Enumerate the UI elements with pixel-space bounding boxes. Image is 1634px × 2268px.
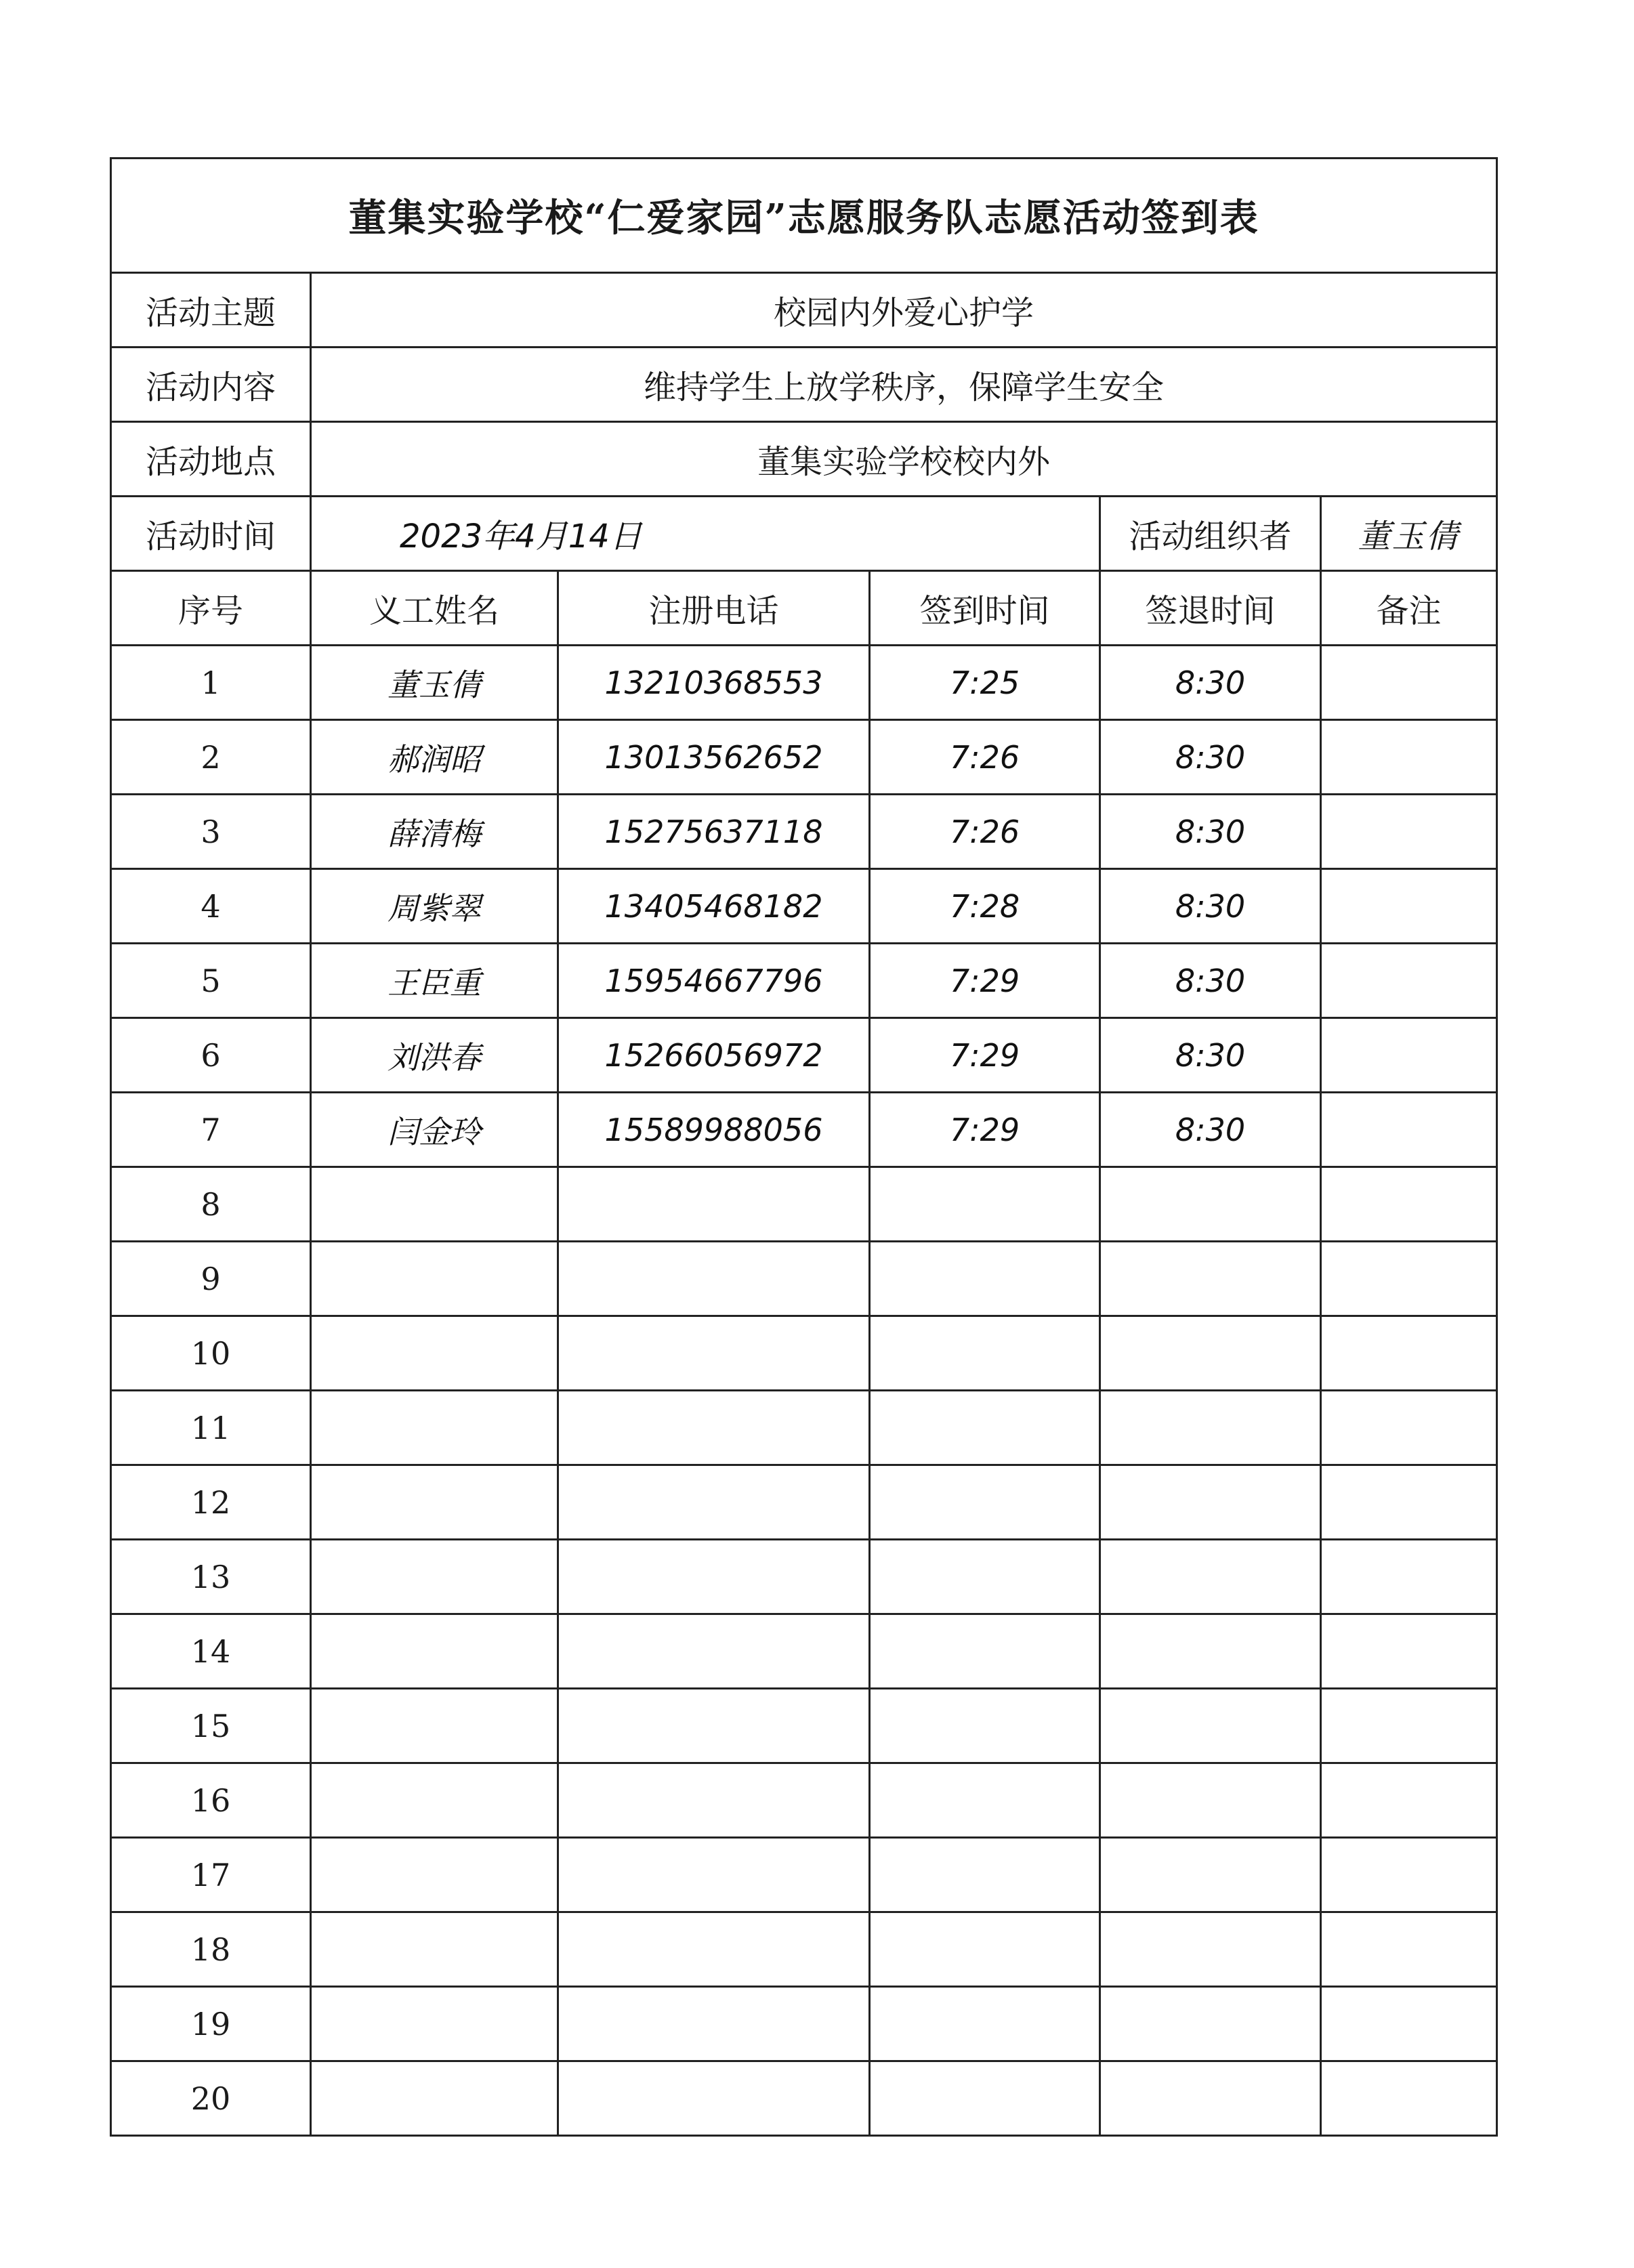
- checkin-time: [870, 1316, 1100, 1391]
- phone-number: 13405468182: [558, 869, 870, 944]
- table-row: [111, 1614, 1497, 1689]
- phone-number: 15275637118: [558, 795, 870, 869]
- phone-number: 15954667796: [558, 944, 870, 1018]
- volunteer-name: [311, 1465, 558, 1540]
- table-row: [111, 720, 1497, 795]
- note-cell: [1321, 944, 1497, 1018]
- checkout-time: [1100, 1987, 1321, 2061]
- organizer-label: 活动组织者: [1100, 497, 1321, 571]
- row-number: 13: [111, 1540, 311, 1614]
- note-cell: [1321, 1093, 1497, 1167]
- table-row: [111, 1316, 1497, 1391]
- phone-number: [558, 2061, 870, 2136]
- volunteer-name: [311, 1167, 558, 1242]
- row-number: 5: [111, 944, 311, 1018]
- row-number: 12: [111, 1465, 311, 1540]
- volunteer-name: [311, 1391, 558, 1465]
- note-cell: [1321, 1614, 1497, 1689]
- note-cell: [1321, 795, 1497, 869]
- volunteer-name: [311, 2061, 558, 2136]
- table-row: [111, 1018, 1497, 1093]
- row-number: 17: [111, 1838, 311, 1912]
- volunteer-name: 董玉倩: [311, 646, 558, 720]
- theme-label: 活动主题: [111, 273, 311, 348]
- row-number: 15: [111, 1689, 311, 1763]
- note-cell: [1321, 1391, 1497, 1465]
- checkout-time: [1100, 1167, 1321, 1242]
- checkout-time: [1100, 1838, 1321, 1912]
- row-number: 10: [111, 1316, 311, 1391]
- checkout-time: [1100, 1763, 1321, 1838]
- phone-number: 13210368553: [558, 646, 870, 720]
- phone-number: [558, 1391, 870, 1465]
- checkin-time: [870, 1242, 1100, 1316]
- theme-value: 校园内外爱心护学: [311, 273, 1497, 348]
- checkout-time: [1100, 1391, 1321, 1465]
- volunteer-name: 刘洪春: [311, 1018, 558, 1093]
- table-row: [111, 646, 1497, 720]
- table-row: [111, 1912, 1497, 1987]
- phone-number: 15266056972: [558, 1018, 870, 1093]
- note-cell: [1321, 720, 1497, 795]
- row-number: 14: [111, 1614, 311, 1689]
- volunteer-name: 闫金玲: [311, 1093, 558, 1167]
- table-row: [111, 1987, 1497, 2061]
- volunteer-name: [311, 1614, 558, 1689]
- note-cell: [1321, 1018, 1497, 1093]
- volunteer-name: [311, 1912, 558, 1987]
- volunteer-name: 郝润昭: [311, 720, 558, 795]
- note-cell: [1321, 646, 1497, 720]
- time-label: 活动时间: [111, 497, 311, 571]
- row-number: 8: [111, 1167, 311, 1242]
- note-cell: [1321, 1689, 1497, 1763]
- checkout-time: 8:30: [1100, 720, 1321, 795]
- note-cell: [1321, 1838, 1497, 1912]
- phone-number: 15589988056: [558, 1093, 870, 1167]
- volunteer-name: [311, 1838, 558, 1912]
- header-row: [111, 571, 1497, 646]
- checkin-time: 7:29: [870, 944, 1100, 1018]
- checkin-time: [870, 1465, 1100, 1540]
- volunteer-name: [311, 1540, 558, 1614]
- table-row: [111, 1465, 1497, 1540]
- title-row: [111, 159, 1497, 273]
- place-value: 董集实验学校校内外: [311, 422, 1497, 497]
- note-cell: [1321, 869, 1497, 944]
- row-number: 1: [111, 646, 311, 720]
- checkin-time: 7:25: [870, 646, 1100, 720]
- checkin-time: [870, 1763, 1100, 1838]
- row-number: 9: [111, 1242, 311, 1316]
- sheet-title: 董集实验学校“仁爱家园”志愿服务队志愿活动签到表: [111, 159, 1497, 273]
- checkin-time: [870, 1167, 1100, 1242]
- table-row: [111, 1838, 1497, 1912]
- phone-number: [558, 1465, 870, 1540]
- checkout-time: [1100, 1912, 1321, 1987]
- place-label: 活动地点: [111, 422, 311, 497]
- table-row: [111, 1689, 1497, 1763]
- phone-number: [558, 1167, 870, 1242]
- checkout-time: 8:30: [1100, 1093, 1321, 1167]
- note-cell: [1321, 1465, 1497, 1540]
- row-number: 3: [111, 795, 311, 869]
- checkin-time: [870, 2061, 1100, 2136]
- row-number: 6: [111, 1018, 311, 1093]
- note-cell: [1321, 1912, 1497, 1987]
- checkout-time: [1100, 2061, 1321, 2136]
- note-cell: [1321, 1987, 1497, 2061]
- content-row: [111, 348, 1497, 422]
- row-number: 7: [111, 1093, 311, 1167]
- phone-number: [558, 1242, 870, 1316]
- table-row: [111, 1540, 1497, 1614]
- checkin-time: [870, 1987, 1100, 2061]
- checkin-time: 7:26: [870, 720, 1100, 795]
- content-value: 维持学生上放学秩序，保障学生安全: [311, 348, 1497, 422]
- note-cell: [1321, 1167, 1497, 1242]
- row-number: 20: [111, 2061, 311, 2136]
- checkout-time: 8:30: [1100, 646, 1321, 720]
- volunteer-name: [311, 1316, 558, 1391]
- checkin-time: [870, 1838, 1100, 1912]
- organizer-signature: 董玉倩: [1321, 497, 1497, 571]
- checkout-time: [1100, 1316, 1321, 1391]
- header-no: 序号: [111, 571, 311, 646]
- table-row: [111, 1763, 1497, 1838]
- checkin-time: 7:26: [870, 795, 1100, 869]
- sign-in-table: [110, 157, 1498, 2137]
- phone-number: [558, 1540, 870, 1614]
- row-number: 18: [111, 1912, 311, 1987]
- volunteer-name: 王臣重: [311, 944, 558, 1018]
- checkout-time: [1100, 1465, 1321, 1540]
- sign-in-sheet: [110, 157, 1496, 2117]
- header-checkout: 签退时间: [1100, 571, 1321, 646]
- volunteer-name: [311, 1763, 558, 1838]
- table-row: [111, 944, 1497, 1018]
- header-note: 备注: [1321, 571, 1497, 646]
- phone-number: [558, 1987, 870, 2061]
- checkout-time: [1100, 1242, 1321, 1316]
- row-number: 19: [111, 1987, 311, 2061]
- table-row: [111, 795, 1497, 869]
- time-row: [111, 497, 1497, 571]
- checkin-time: 7:29: [870, 1093, 1100, 1167]
- checkout-time: 8:30: [1100, 869, 1321, 944]
- checkin-time: [870, 1540, 1100, 1614]
- table-row: [111, 1167, 1497, 1242]
- volunteer-name: [311, 1242, 558, 1316]
- header-name: 义工姓名: [311, 571, 558, 646]
- volunteer-name: 薛清梅: [311, 795, 558, 869]
- phone-number: [558, 1763, 870, 1838]
- phone-number: [558, 1316, 870, 1391]
- table-row: [111, 2061, 1497, 2136]
- note-cell: [1321, 1540, 1497, 1614]
- checkout-time: 8:30: [1100, 795, 1321, 869]
- phone-number: [558, 1689, 870, 1763]
- checkin-time: [870, 1391, 1100, 1465]
- table-row: [111, 1242, 1497, 1316]
- row-number: 16: [111, 1763, 311, 1838]
- row-number: 4: [111, 869, 311, 944]
- table-row: [111, 869, 1497, 944]
- row-number: 11: [111, 1391, 311, 1465]
- volunteer-name: 周紫翠: [311, 869, 558, 944]
- header-checkin: 签到时间: [870, 571, 1100, 646]
- checkin-time: 7:29: [870, 1018, 1100, 1093]
- checkin-time: 7:28: [870, 869, 1100, 944]
- note-cell: [1321, 2061, 1497, 2136]
- note-cell: [1321, 1316, 1497, 1391]
- checkin-time: [870, 1912, 1100, 1987]
- place-row: [111, 422, 1497, 497]
- phone-number: [558, 1912, 870, 1987]
- note-cell: [1321, 1242, 1497, 1316]
- phone-number: [558, 1614, 870, 1689]
- volunteer-name: [311, 1689, 558, 1763]
- checkout-time: 8:30: [1100, 1018, 1321, 1093]
- phone-number: [558, 1838, 870, 1912]
- checkout-time: [1100, 1689, 1321, 1763]
- time-value: 2023年4月14日: [311, 497, 1100, 571]
- phone-number: 13013562652: [558, 720, 870, 795]
- table-row: [111, 1093, 1497, 1167]
- checkout-time: [1100, 1614, 1321, 1689]
- theme-row: [111, 273, 1497, 348]
- table-row: [111, 1391, 1497, 1465]
- volunteer-name: [311, 1987, 558, 2061]
- checkin-time: [870, 1689, 1100, 1763]
- header-phone: 注册电话: [558, 571, 870, 646]
- checkout-time: [1100, 1540, 1321, 1614]
- note-cell: [1321, 1763, 1497, 1838]
- row-number: 2: [111, 720, 311, 795]
- checkin-time: [870, 1614, 1100, 1689]
- content-label: 活动内容: [111, 348, 311, 422]
- checkout-time: 8:30: [1100, 944, 1321, 1018]
